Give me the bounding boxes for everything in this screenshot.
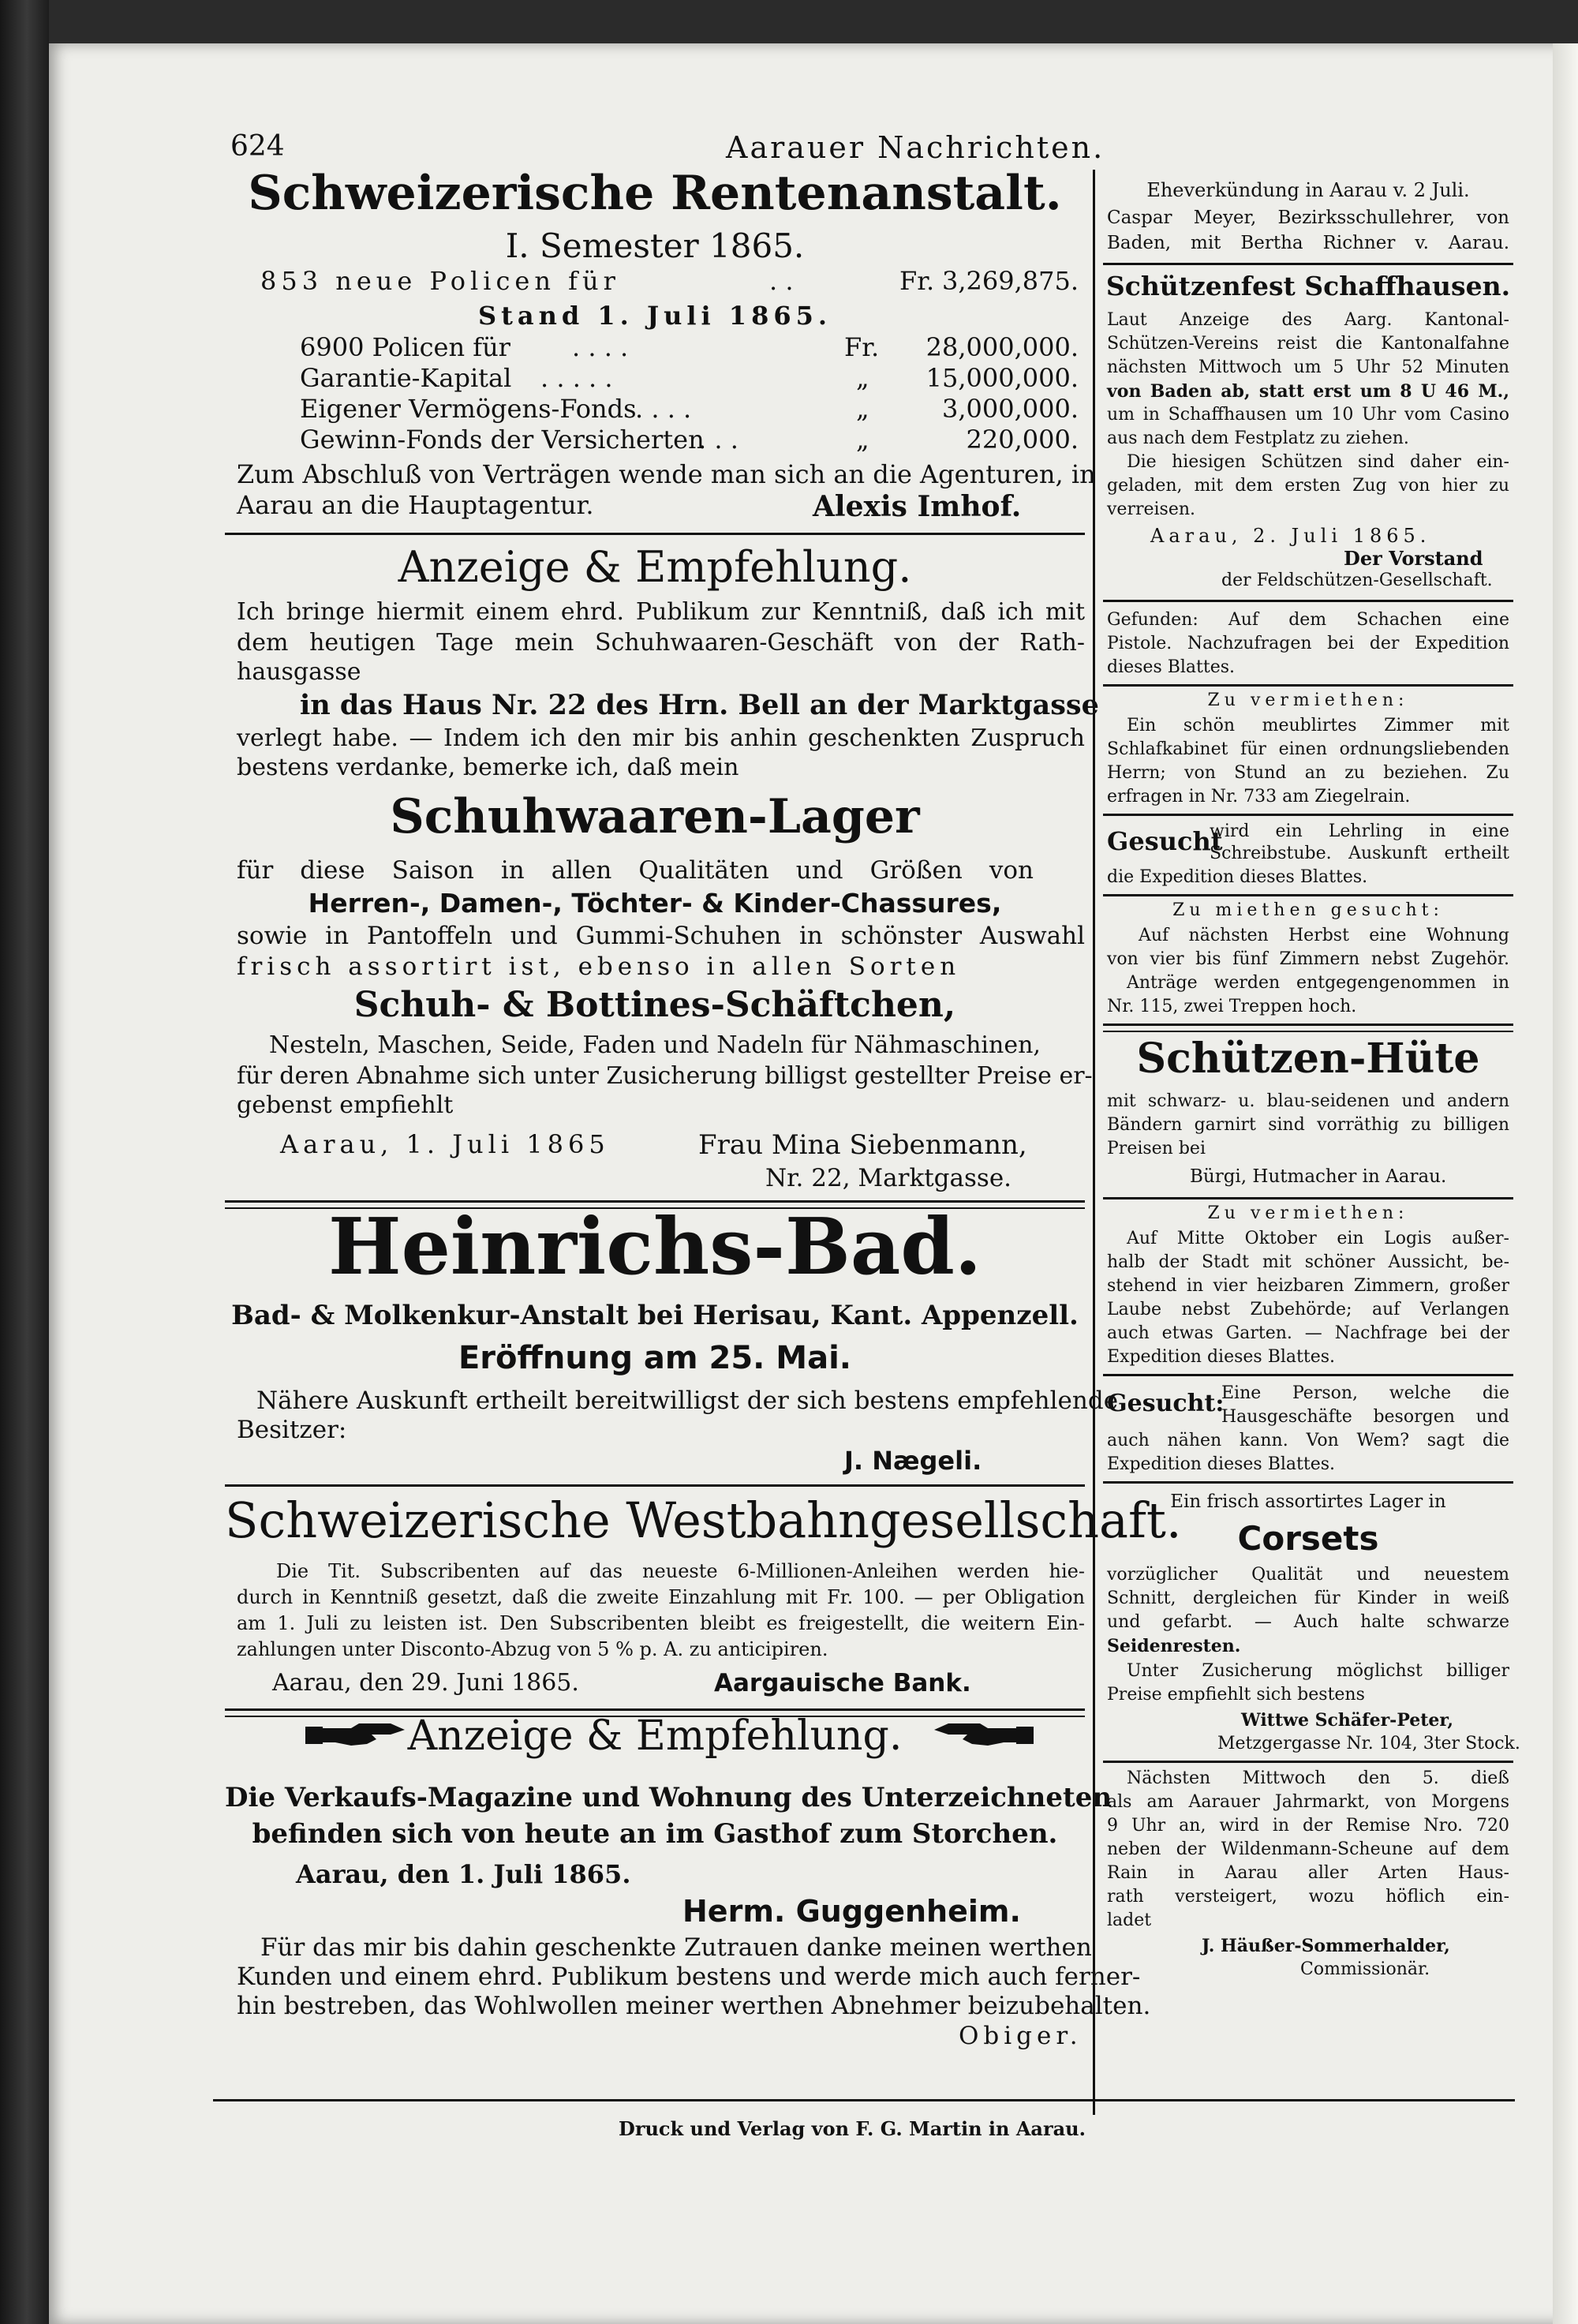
corsets-line-3: Seidenresten.: [1107, 1636, 1241, 1656]
footer-rule: [213, 2099, 1515, 2101]
corsets-address: Metzgergasse Nr. 104, 3ter Stock.: [1217, 1734, 1520, 1753]
ehe-line-0: Eheverkündung in Aarau v. 2 Juli.: [1146, 179, 1470, 201]
siebenmann-line2-3: frisch assortirt ist, ebenso in allen Sorten: [237, 952, 961, 981]
guggenheim-headline-0: Die Verkaufs-Magazine und Wohnung des Unterzeichneten: [225, 1782, 1112, 1813]
ehe-line-2: Baden, mit Bertha Richner v. Aarau.: [1107, 233, 1509, 253]
lager-heading: Schuhwaaren-Lager: [390, 789, 920, 844]
row-3-label: Gewinn-Fonds der Versicherten: [300, 425, 705, 455]
versteigerung-line-3: neben der Wildenmann-Scheune auf dem: [1107, 1839, 1509, 1859]
miethen-gesucht-line-0: Auf nächsten Herbst eine Wohnung: [1139, 926, 1509, 945]
row-0-dots: . . . .: [572, 332, 629, 362]
imprint: Druck und Verlag von F. G. Martin in Aarau.: [619, 2117, 1086, 2140]
westbahn-line-0: Die Tit. Subscribenten auf das neueste 6-Millionen-Anleihen werden hie-: [276, 1560, 1085, 1582]
vermiethen2-line-3: Laube nebst Zubehörde; auf Verlangen: [1107, 1300, 1509, 1319]
versteigerung-line-4: Rain in Aarau aller Arten Haus-: [1107, 1863, 1509, 1883]
policies-currency: Fr.: [899, 266, 935, 296]
guggenheim-signature: Herm. Guggenheim.: [682, 1894, 1021, 1929]
rule-r9: [1103, 1481, 1513, 1484]
schuetzenhuete-title: Schützen-Hüte: [1136, 1035, 1480, 1083]
corsets-signature: Wittwe Schäfer-Peter,: [1241, 1710, 1454, 1731]
rule-r7: [1103, 1197, 1513, 1199]
row-2-value: 3,000,000.: [941, 394, 1079, 424]
versteigerung-line-0: Nächsten Mittwoch den 5. dieß: [1127, 1768, 1509, 1788]
schuetzenfest-line-1: Schützen-Vereins reist die Kantonalfahne: [1107, 334, 1509, 354]
siebenmann-line2-0: für diese Saison in allen Qualitäten und Größen von: [237, 856, 1034, 885]
corsets-line-5: Preise empfiehlt sich bestens: [1107, 1685, 1365, 1705]
guggenheim-title: Anzeige & Empfehlung.: [407, 1712, 903, 1760]
row-1-label: Garantie-Kapital: [300, 363, 512, 393]
gesucht2-line-1: Hausgeschäfte besorgen und: [1221, 1407, 1509, 1427]
schuetzenfest-line-6: Die hiesigen Schützen sind daher ein-: [1127, 452, 1509, 472]
vermiethen1-line-3: erfragen in Nr. 733 am Ziegelrain.: [1107, 787, 1411, 806]
row-2-currency: „: [856, 394, 869, 424]
policies-label: 853 neue Policen für: [260, 266, 620, 296]
gesucht2-label: Gesucht:: [1107, 1390, 1225, 1417]
vermiethen2-line-1: halb der Stadt mit schöner Aussicht, be-: [1107, 1252, 1509, 1272]
row-1-value: 15,000,000.: [925, 363, 1079, 393]
chassures-line: Herren-, Damen-, Töchter- & Kinder-Chassures,: [308, 888, 1002, 919]
siebenmann-line-2: hausgasse: [237, 658, 361, 686]
westbahn-line-3: zahlungen unter Disconto-Abzug von 5 % p. A. zu anticipiren.: [237, 1638, 828, 1660]
siebenmann-line3-2: gebenst empfiehlt: [237, 1091, 454, 1119]
versteigerung-signature: J. Häußer-Sommerhalder,: [1202, 1936, 1450, 1956]
rule-r6: [1103, 1024, 1513, 1032]
gefunden-line-2: dieses Blattes.: [1107, 657, 1236, 677]
schaeftchen-heading: Schuh- & Bottines-Schäftchen,: [353, 985, 956, 1025]
gesucht1-label: Gesucht: [1107, 826, 1223, 856]
schuetzenfest-signer-org: der Feldschützen-Gesellschaft.: [1221, 571, 1493, 590]
versteigerung-line-1: als am Aarauer Jahrmarkt, von Morgens: [1107, 1792, 1509, 1812]
rule-r4: [1103, 814, 1513, 816]
rule-1: [225, 533, 1085, 535]
gesucht2-line-0: Eine Person, welche die: [1221, 1383, 1509, 1403]
policies-dots: . .: [769, 266, 794, 296]
schuetzenhuete-line-1: Bändern garnirt sind vorräthig zu billigen: [1107, 1115, 1509, 1135]
rule-3: [225, 1484, 1085, 1487]
guggenheim-line-2: hin bestreben, das Wohlwollen meiner werthen Abnehmer beizubehalten.: [237, 1992, 1151, 2020]
vermiethen1-title: Zu vermiethen:: [1207, 690, 1409, 710]
page-number: 624: [230, 130, 285, 163]
gesucht2-line-2: auch nähen kann. Von Wem? sagt die: [1107, 1431, 1509, 1450]
westbahn-signature: Aargauische Bank.: [714, 1669, 971, 1697]
siebenmann-line-0: Ich bringe hiermit einem ehrd. Publikum zur Kenntniß, daß ich mit: [237, 598, 1085, 626]
guggenheim-line-1: Kunden und einem ehrd. Publikum bestens und werde mich auch ferner-: [237, 1963, 1141, 1991]
siebenmann-address: Nr. 22, Marktgasse.: [765, 1164, 1012, 1192]
rule-r5: [1103, 894, 1513, 896]
schuetzenfest-line-5: aus nach dem Festplatz zu ziehen.: [1107, 428, 1409, 448]
siebenmann-line-1: dem heutigen Tage mein Schuhwaaren-Geschäft von der Rath-: [237, 629, 1085, 657]
corsets-title: Corsets: [1237, 1519, 1379, 1558]
vermiethen2-line-4: auch etwas Garten. — Nachfrage bei der: [1107, 1323, 1509, 1343]
vermiethen1-line-1: Schlafkabinet für einen ordnungsliebenden: [1107, 739, 1509, 759]
vermiethen2-line-5: Expedition dieses Blattes.: [1107, 1347, 1336, 1367]
miethen-gesucht-line-3: Nr. 115, zwei Treppen hoch.: [1107, 997, 1357, 1016]
westbahn-line-1: durch in Kenntniß gesetzt, daß die zweite Einzahlung mit Fr. 100. — per Obligation: [237, 1586, 1085, 1608]
schuetzenhuete-signature: Bürgi, Hutmacher in Aarau.: [1190, 1166, 1447, 1187]
miethen-gesucht-title: Zu miethen gesucht:: [1172, 900, 1444, 920]
schuetzenfest-line-3: von Baden ab, statt erst um 8 U 46 M.,: [1107, 381, 1509, 402]
versteigerung-line-2: 9 Uhr an, wird in der Remise Nro. 720: [1107, 1816, 1509, 1836]
corsets-intro: Ein frisch assortirtes Lager in: [1170, 1491, 1446, 1512]
siebenmann-line-4: verlegt habe. — Indem ich den mir bis anhin geschenkten Zuspruch: [237, 724, 1085, 752]
row-3-dots: . . .: [698, 425, 739, 455]
schuetzenfest-line-2: nächsten Mittwoch um 5 Uhr 52 Minuten: [1107, 357, 1509, 377]
schuetzenfest-line-0: Laut Anzeige des Aarg. Kantonal-: [1107, 310, 1509, 330]
row-0-value: 28,000,000.: [925, 332, 1079, 362]
vermiethen2-line-2: stehend in vier heizbaren Zimmern, großer: [1107, 1276, 1509, 1296]
corsets-line-2: und gefarbt. — Auch halte schwarze: [1107, 1612, 1509, 1632]
schuetzenhuete-line-0: mit schwarz- u. blau-seidenen und andern: [1107, 1091, 1509, 1111]
row-0-currency: Fr.: [844, 332, 880, 362]
versteigerung-line-6: ladet: [1107, 1910, 1152, 1930]
gefunden-line-1: Pistole. Nachzufragen bei der Expedition: [1107, 634, 1509, 653]
rentenanstalt-body-0: Zum Abschluß von Verträgen wende man sich an die Agenturen, in: [237, 459, 1096, 489]
rentenanstalt-signature: Alexis Imhof.: [813, 490, 1022, 523]
versteigerung-title: Commissionär.: [1300, 1959, 1430, 1979]
vermiethen2-title: Zu vermiethen:: [1207, 1203, 1409, 1223]
schuetzenfest-line-8: verreisen.: [1107, 500, 1196, 519]
guggenheim-line-0: Für das mir bis dahin geschenkte Zutrauen danke meinen werthen: [260, 1933, 1092, 1962]
rule-r8: [1103, 1374, 1513, 1376]
gesucht2-line-3: Expedition dieses Blattes.: [1107, 1454, 1336, 1474]
rentenanstalt-semester: I. Semester 1865.: [505, 226, 805, 265]
row-2-dots: . . . .: [635, 394, 692, 424]
siebenmann-line3-0: Nesteln, Maschen, Seide, Faden und Nadeln für Nähmaschinen,: [269, 1031, 1041, 1059]
siebenmann-line2-2: sowie in Pantoffeln und Gummi-Schuhen in schönster Auswahl: [237, 922, 1085, 950]
row-3-currency: „: [856, 425, 869, 455]
row-2-label: Eigener Vermögens-Fonds: [300, 394, 637, 424]
gesucht1-line-1: Schreibstube. Auskunft ertheilt: [1210, 844, 1509, 863]
miethen-gesucht-line-2: Anträge werden entgegengenommen in: [1127, 973, 1509, 993]
corsets-line-4: Unter Zusicherung möglichst billiger: [1127, 1661, 1509, 1681]
westbahn-title: Schweizerische Westbahngesellschaft.: [225, 1491, 1182, 1549]
rule-r3: [1103, 684, 1513, 687]
heinrichsbad-subtitle: Bad- & Molkenkur-Anstalt bei Herisau, Kant. Appenzell.: [231, 1300, 1079, 1331]
schuetzenfest-signer: Der Vorstand: [1344, 547, 1483, 570]
gesucht1-line-0: wird ein Lehrling in eine: [1210, 821, 1509, 841]
guggenheim-headline-1: befinden sich von heute an im Gasthof zum Storchen.: [252, 1818, 1058, 1850]
corsets-line-0: vorzüglicher Qualität und neuestem: [1107, 1565, 1509, 1585]
rule-r1: [1103, 263, 1513, 265]
versteigerung-line-5: rath versteigert, wozu höflich ein-: [1107, 1887, 1509, 1907]
heinrichsbad-line-1: Besitzer:: [237, 1416, 347, 1444]
gefunden-line-0: Gefunden: Auf dem Schachen eine: [1107, 610, 1509, 630]
siebenmann-place-date: Aarau, 1. Juli 1865: [280, 1129, 610, 1159]
westbahn-place-date: Aarau, den 29. Juni 1865.: [272, 1669, 579, 1697]
rentenanstalt-title: Schweizerische Rentenanstalt.: [248, 166, 1062, 221]
siebenmann-line-5: bestens verdanke, bemerke ich, daß mein: [237, 754, 739, 781]
row-1-currency: „: [856, 363, 869, 393]
policies-value: 3,269,875.: [941, 266, 1079, 296]
heinrichsbad-opening: Eröffnung am 25. Mai.: [458, 1340, 851, 1376]
schuetzenfest-line-4: um in Schaffhausen um 10 Uhr vom Casino: [1107, 405, 1509, 425]
schuetzenfest-line-7: geladen, mit dem ersten Zug von hier zu: [1107, 476, 1509, 496]
gesucht1-last: die Expedition dieses Blattes.: [1107, 867, 1368, 887]
siebenmann-line-3: in das Haus Nr. 22 des Hrn. Bell an der Marktgasse: [300, 689, 1099, 721]
book-binding: [0, 0, 49, 2324]
schuetzenfest-title: Schützenfest Schaffhausen.: [1105, 271, 1511, 301]
guggenheim-place-date: Aarau, den 1. Juli 1865.: [296, 1859, 631, 1889]
rentenanstalt-body-1: Aarau an die Hauptagentur.: [237, 490, 594, 520]
page-edge: [1553, 43, 1578, 2324]
running-head: Aarauer Nachrichten.: [726, 130, 1105, 165]
schuetzenhuete-line-2: Preisen bei: [1107, 1139, 1206, 1158]
guggenheim-closing: Obiger.: [959, 2022, 1083, 2050]
heinrichsbad-line-0: Nähere Auskunft ertheilt bereitwilligst der sich bestens empfehlende: [256, 1387, 1119, 1415]
stand-heading: Stand 1. Juli 1865.: [477, 301, 832, 331]
miethen-gesucht-line-1: von vier bis fünf Zimmern nebst Zugehör.: [1107, 949, 1509, 969]
row-0-label: 6900 Policen für: [300, 332, 510, 362]
siebenmann-title: Anzeige & Empfehlung.: [398, 542, 912, 592]
row-1-dots: . . . . .: [540, 363, 613, 393]
heinrichsbad-title: Heinrichs-Bad.: [327, 1202, 982, 1293]
heinrichsbad-owner: J. Nægeli.: [844, 1446, 982, 1476]
vermiethen2-line-0: Auf Mitte Oktober ein Logis außer-: [1127, 1229, 1509, 1248]
vermiethen1-line-0: Ein schön meublirtes Zimmer mit: [1127, 716, 1509, 735]
row-3-value: 220,000.: [966, 425, 1079, 455]
siebenmann-line3-1: für deren Abnahme sich unter Zusicherung billigst gestellter Preise er-: [237, 1062, 1093, 1090]
corsets-line-1: Schnitt, dergleichen für Kinder in weiß: [1107, 1589, 1509, 1608]
vermiethen1-line-2: Herrn; von Stund an zu beziehen. Zu: [1107, 763, 1509, 783]
rule-r10: [1103, 1761, 1513, 1763]
ehe-line-1: Caspar Meyer, Bezirksschullehrer, von: [1107, 208, 1509, 228]
schuetzenfest-place-date: Aarau, 2. Juli 1865.: [1150, 525, 1431, 547]
siebenmann-signature: Frau Mina Siebenmann,: [698, 1129, 1027, 1161]
rule-r2: [1103, 600, 1513, 602]
westbahn-line-2: am 1. Juli zu leisten ist. Den Subscribenten bleibt es freigestellt, die weitern Ein-: [237, 1612, 1085, 1634]
